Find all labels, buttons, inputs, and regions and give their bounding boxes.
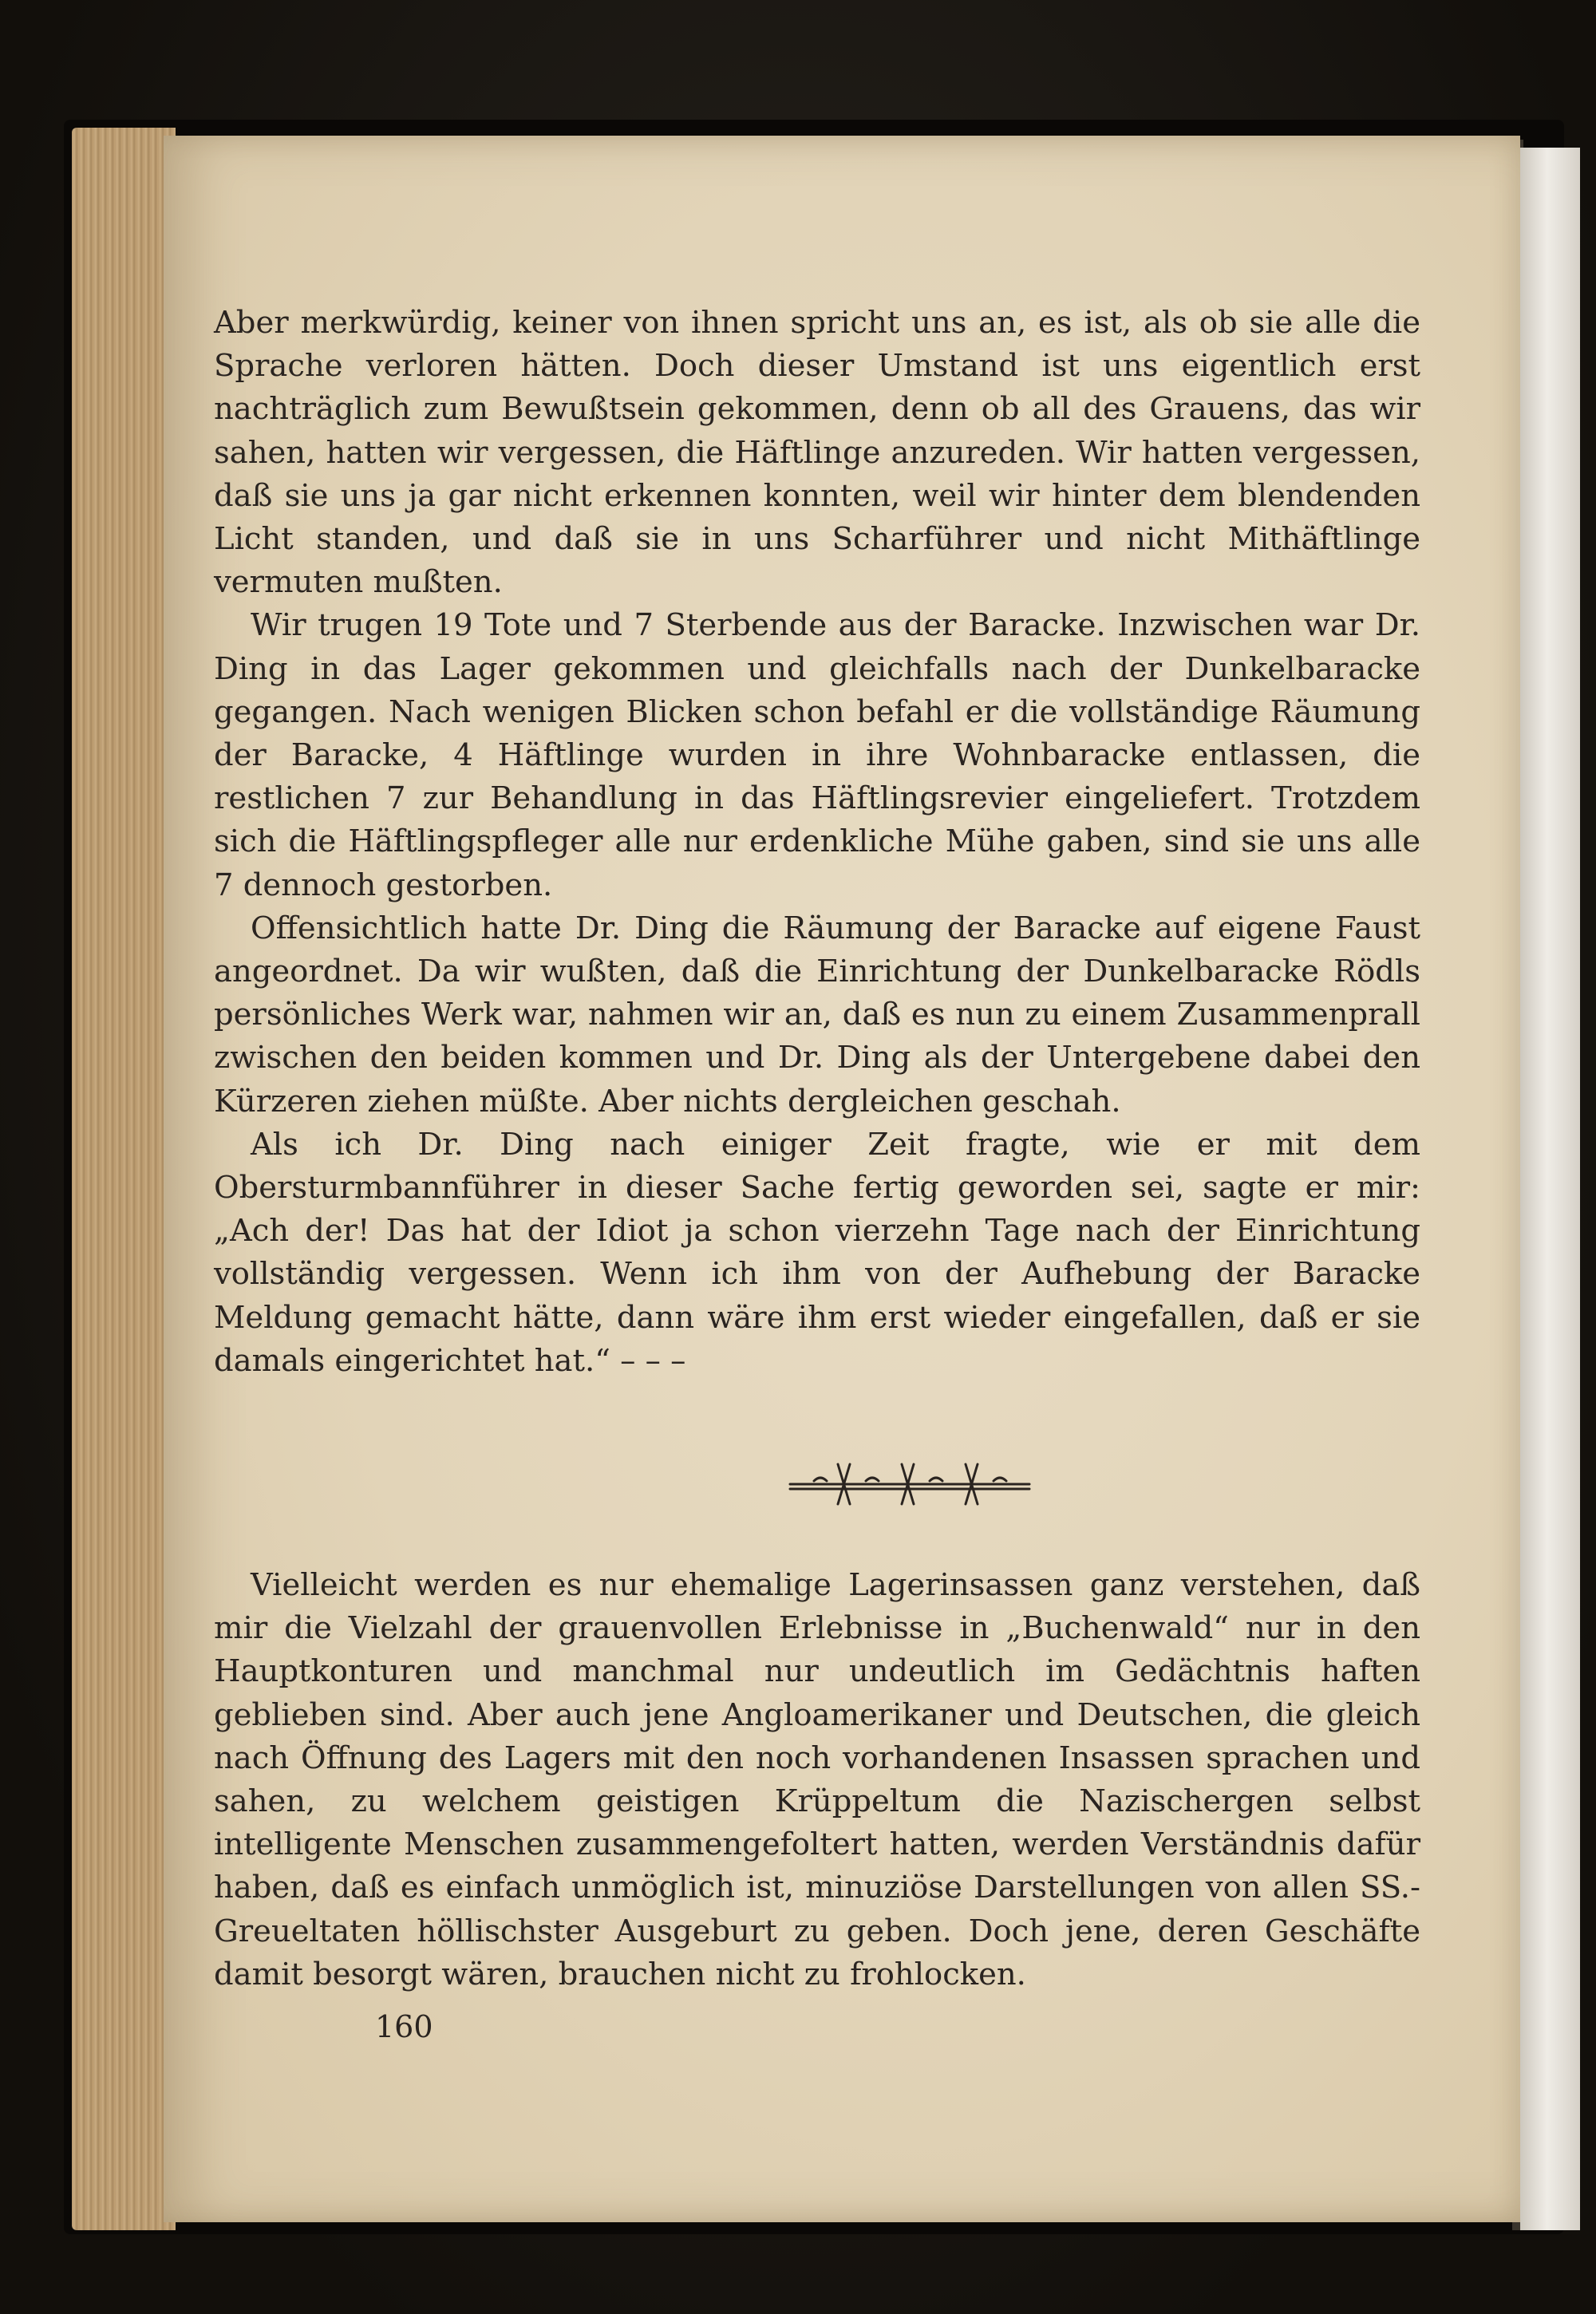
right-sheet [1520, 148, 1580, 2230]
closing-text [214, 1564, 1420, 1996]
paragraph-1: Aber merkwürdig, keiner von ihnen spricht uns an, es ist, als ob sie alle die Sprache verloren hätten. Doch dieser Umstand ist uns eigentlich erst nachträglich zum Bewußtsein gekommen, denn ob all des Grauens, das wir sahen, hatten wir vergessen, die Häftlinge anzureden. Wir hatten vergessen, daß sie uns ja gar nicht erkennen konnten, weil wir hinter dem blendenden Licht standen, und daß sie in uns Scharführer und nicht Mithäftlinge vermuten mußten. [214, 305, 1420, 601]
paragraph-4: Als ich Dr. Ding nach einiger Zeit fragte, wie er mit dem Obersturmbannführer in dieser Sache fertig geworden sei, sagte er mir: „Ach der! Das hat der Idiot ja schon vierzehn Tage nach der Einrichtung vollständig vergessen. Wenn ich ihm von der Aufhebung der Baracke Meldung gemacht hätte, dann wäre ihm erst wieder eingefallen, daß er sie damals eingerichtet hat.“ – – – [214, 1126, 1420, 1379]
page-number: 160 [375, 2009, 433, 2044]
paragraph-3: Offensichtlich hatte Dr. Ding die Räumung der Baracke auf eigene Faust angeordnet. Da wir wußten, daß die Einrichtung der Dunkelbaracke Rödls persönliches Werk war, nahmen wir an, daß es nun zu einem Zusammenprall zwischen den beiden kommen und Dr. Ding als der Untergebene dabei den Kürzeren ziehen müßte. Aber nichts dergleichen geschah. [214, 910, 1420, 1119]
main-text [214, 302, 1420, 1383]
paragraph-2: Wir trugen 19 Tote und 7 Sterbende aus der Baracke. Inzwischen war Dr. Ding in das Lager gekommen und gleichfalls nach der Dunkelbaracke gegangen. Nach wenigen Blicken schon befahl er die vollständige Räumung der Baracke, 4 Häftlinge wurden in ihre Wohnbaracke entlassen, die restlichen 7 zur Behandlung in das Häftlingsrevier eingeliefert. Trotzdem sich die Häftlingspfleger alle nur erdenkliche Mühe gaben, sind sie uns alle 7 dennoch gestorben. [214, 607, 1420, 903]
paragraph-5: Vielleicht werden es nur ehemalige Lagerinsassen ganz verstehen, daß mir die Vielzahl der grauenvollen Erlebnisse in „Buchenwald“ nur in den Hauptkonturen und manchmal nur undeutlich im Gedächtnis haften geblieben sind. Aber auch jene Angloamerikaner und Deutschen, die gleich nach Öffnung des Lagers mit den noch vorhandenen Insassen sprachen und sahen, zu welchem geistigen Krüppeltum die Nazischergen selbst intelligente Menschen zusammengefoltert hatten, werden Verständnis dafür haben, daß es einfach unmöglich ist, minuziöse Darstellungen von allen SS.-Greueltaten höllischster Ausgeburt zu geben. Doch jene, deren Geschäfte damit besorgt wären, brauchen nicht zu frohlocken. [214, 1567, 1420, 1992]
barbed-wire-ornament-icon [782, 1452, 1037, 1516]
page-edges [72, 128, 176, 2230]
